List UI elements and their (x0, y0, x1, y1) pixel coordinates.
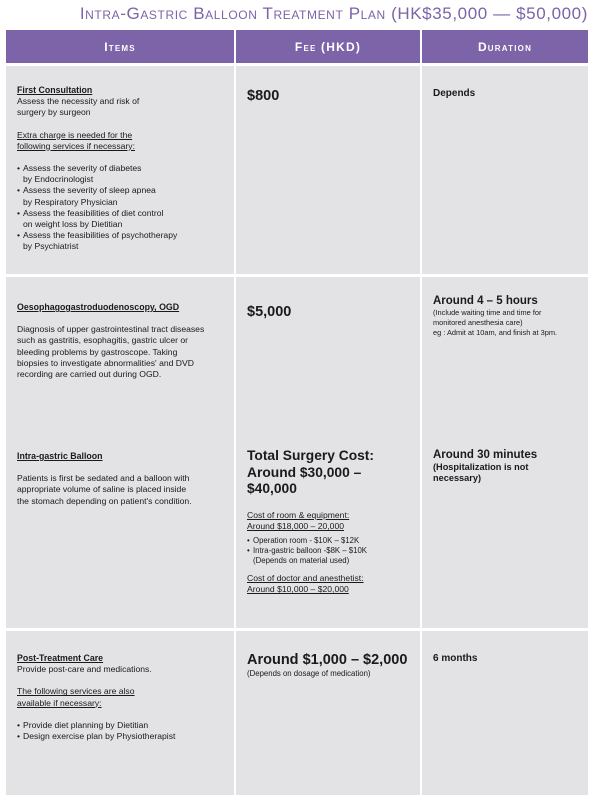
room-cost-heading: Cost of room & equipment: (247, 509, 350, 520)
doctor-cost-value: Around $10,000 – $20,000 (247, 584, 349, 595)
item-desc-line: Diagnosis of upper gastrointestinal tract diseases (17, 324, 205, 335)
fee-value: $800 (247, 88, 280, 104)
duration-cell (422, 277, 588, 417)
item-desc-line: Patients is first be sedated and a balloon with (17, 473, 190, 484)
duration-note: (Hospitalization is not necessary) (433, 462, 529, 484)
list-item: • Assess the severity of sleep apnea by Respiratory Physician (17, 185, 224, 207)
extra-note-line: following services if necessary: (17, 140, 135, 151)
item-desc-line: bleeding problems by gastroscope. Taking (17, 346, 178, 357)
list-item: • Operation room - $10K – $12K (247, 536, 410, 546)
item-title: Oesophagogastroduodenoscopy, OGD (17, 302, 180, 312)
extra-note-line: The following services are also (17, 686, 135, 697)
item-desc-line: Provide post-care and medications. (17, 664, 152, 675)
table-row (6, 417, 588, 628)
item-desc-line: surgery by surgeon (17, 107, 91, 118)
table-header (6, 30, 588, 63)
extra-note-line: available if necessary: (17, 697, 102, 708)
service-list (17, 163, 224, 253)
fee-value: $5,000 (247, 304, 292, 320)
list-item: • Assess the feasibilities of psychotherapy by Psychiatrist (17, 230, 224, 252)
room-cost-list (247, 536, 410, 566)
item-desc-line: appropriate volume of saline is placed inside (17, 484, 187, 495)
item-title: Post-Treatment Care (17, 653, 104, 663)
fee-cell (236, 277, 422, 417)
fee-note: (Depends on dosage of medication) (247, 669, 371, 678)
total-cost-value: Around $30,000 – $40,000 (247, 464, 362, 496)
item-desc-line: the stomach depending on patient's condition. (17, 495, 192, 506)
table-row (6, 274, 588, 417)
table-row (6, 63, 588, 274)
duration-value: Around 30 minutes (433, 449, 538, 461)
header-fee: Fee (HKD) (236, 30, 422, 63)
doctor-cost-heading: Cost of doctor and anesthetist: (247, 572, 364, 583)
item-desc-line: Assess the necessity and risk of (17, 96, 140, 107)
item-title: Intra-gastric Balloon (17, 451, 103, 461)
list-item: • Provide diet planning by Dietitian (17, 720, 224, 731)
duration-cell (422, 66, 588, 274)
item-desc-line: biopsies to investigate abnormalities' and DVD (17, 357, 194, 368)
duration-value: 6 months (433, 653, 478, 664)
duration-cell (422, 417, 588, 628)
item-cell (6, 417, 236, 628)
list-item: • Assess the severity of diabetes by Endocrinologist (17, 163, 224, 185)
duration-note: eg : Admit at 10am, and finish at 3pm. (433, 328, 558, 337)
duration-value: Around 4 – 5 hours (433, 295, 538, 307)
list-item: • Assess the feasibilities of diet control on weight loss by Dietitian (17, 208, 224, 230)
extra-note-line: Extra charge is needed for the (17, 129, 133, 140)
duration-note: monitored anesthesia care) (433, 318, 523, 327)
header-duration: Duration (422, 30, 588, 63)
table-row (6, 628, 588, 795)
duration-note: (Include waiting time and time for (433, 308, 542, 317)
duration-cell (422, 631, 588, 795)
item-desc-line: such as gastritis, esophagitis, gastric ulcer or (17, 335, 188, 346)
treatment-plan-table (6, 30, 588, 795)
list-item: • Intra-gastric balloon -$8K – $10K (Depends on material used) (247, 546, 410, 566)
room-cost-value: Around $18,000 – 20,000 (247, 520, 345, 531)
fee-cell (236, 66, 422, 274)
item-cell (6, 631, 236, 795)
item-desc-line: recording are carried out during OGD. (17, 369, 162, 380)
item-title: First Consultation (17, 85, 93, 95)
fee-cell (236, 417, 422, 628)
item-cell (6, 277, 236, 417)
duration-value: Depends (433, 88, 476, 99)
header-items: Items (6, 30, 236, 63)
service-list (17, 720, 224, 742)
fee-cell (236, 631, 422, 795)
total-cost-label: Total Surgery Cost: (247, 448, 374, 463)
item-cell (6, 66, 236, 274)
fee-value: Around $1,000 – $2,000 (247, 652, 408, 668)
page-title: Intra-Gastric Balloon Treatment Plan (HK$35,000 — $50,000) (79, 4, 588, 23)
list-item: • Design exercise plan by Physiotherapist (17, 731, 224, 742)
